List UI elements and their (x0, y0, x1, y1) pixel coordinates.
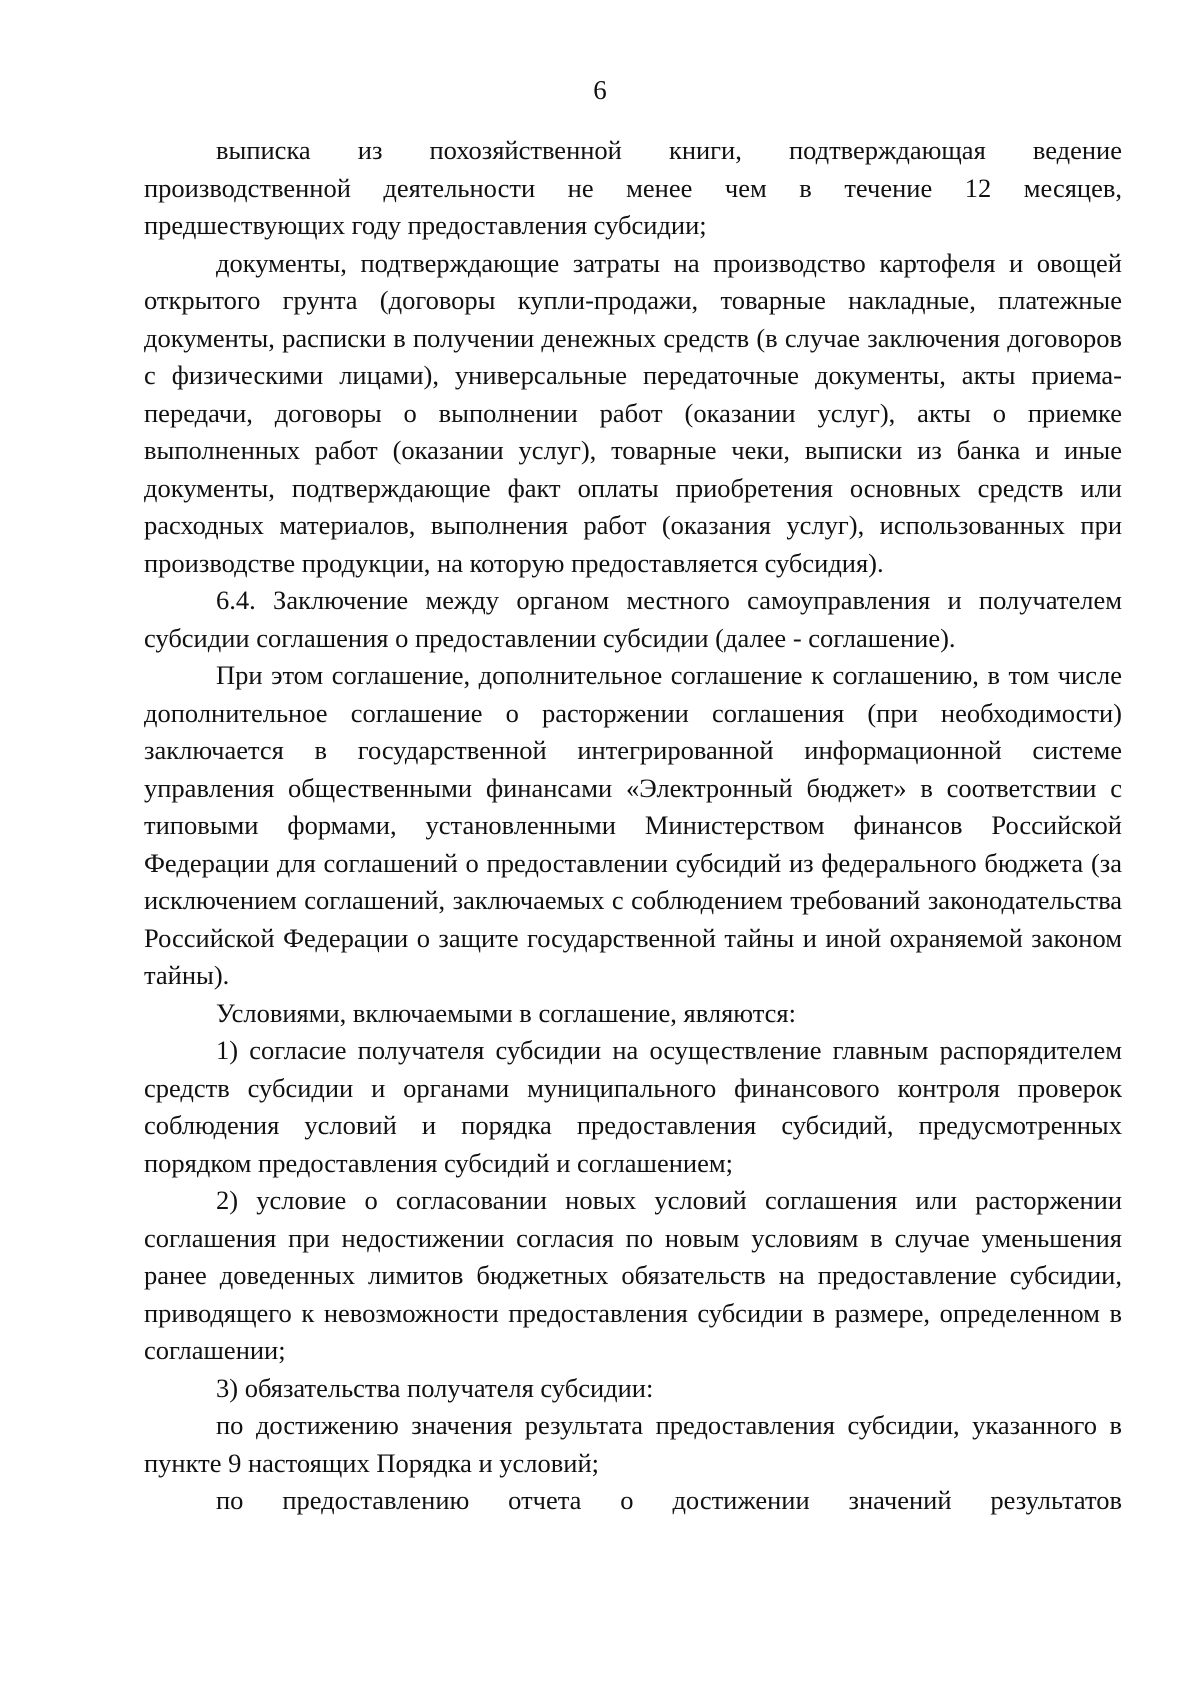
list-item-1-consent: 1) согласие получателя субсидии на осуществление главным распорядителем средств субсидии и органами муниципального финансового контроля проверок соблюдения условий и порядка предоставления субсидий, предусмотренных порядком предоставления субсидий и соглашением; (144, 1035, 1122, 1178)
list-item-3-obligations: 3) обязательства получателя субсидии: (216, 1372, 654, 1403)
document-body (144, 132, 1122, 1520)
page-number: 6 (593, 75, 607, 105)
obligation-result-achievement: по достижению значения результата предоставления субсидии, указанного в пункте 9 настоящих Порядка и условий; (144, 1410, 1122, 1478)
paragraph-household-book-extract: выписка из похозяйственной книги, подтверждающая ведение производственной деятельности не менее чем в течение 12 месяцев, предшествующих году предоставления субсидии; (144, 135, 1122, 240)
paragraph-electronic-budget: При этом соглашение, дополнительное соглашение к соглашению, в том числе дополнительное соглашение о расторжении соглашения (при необходимости) заключается в государственной интегрированной информационной системе управления общественными финансами «Электронный бюджет» в соответствии с типовыми формами, установленными Министерством финансов Российской Федерации для соглашений о предоставлении субсидий из федерального бюджета (за исключением соглашений, заключаемых с соблюдением требований законодательства Российской Федерации о защите государственной тайны и иной охраняемой законом тайны). (144, 660, 1122, 990)
paragraph-cost-documents: документы, подтверждающие затраты на производство картофеля и овощей открытого грунта (договоры купли-продажи, товарные накладные, платежные документы, расписки в получении денежных средств (в случае заключения договоров с физическими лицами), универсальные передаточные документы, акты приема-передачи, договоры о выполнении работ (оказании услуг), акты о приемке выполненных работ (оказании услуг), товарные чеки, выписки из банка и иные документы, подтверждающие факт оплаты приобретения основных средств или расходных материалов, выполнения работ (оказания услуг), использованных при производстве продукции, на которую предоставляется субсидия). (144, 247, 1122, 578)
obligation-report: по предоставлению отчета о достижении значений результатов (216, 1485, 1122, 1515)
paragraph-agreement-conditions: Условиями, включаемыми в соглашение, являются: (216, 997, 796, 1028)
list-item-2-new-conditions: 2) условие о согласовании новых условий соглашения или расторжении соглашения при недостижении согласия по новым условиям в случае уменьшения ранее доведенных лимитов бюджетных обязательств на предоставление субсидии, приводящего к невозможности предоставления субсидии в размере, определенном в соглашении; (144, 1185, 1122, 1365)
paragraph-section-6-4: 6.4. Заключение между органом местного самоуправления и получателем субсидии соглашения о предоставлении субсидии (далее - соглашение). (144, 585, 1122, 653)
